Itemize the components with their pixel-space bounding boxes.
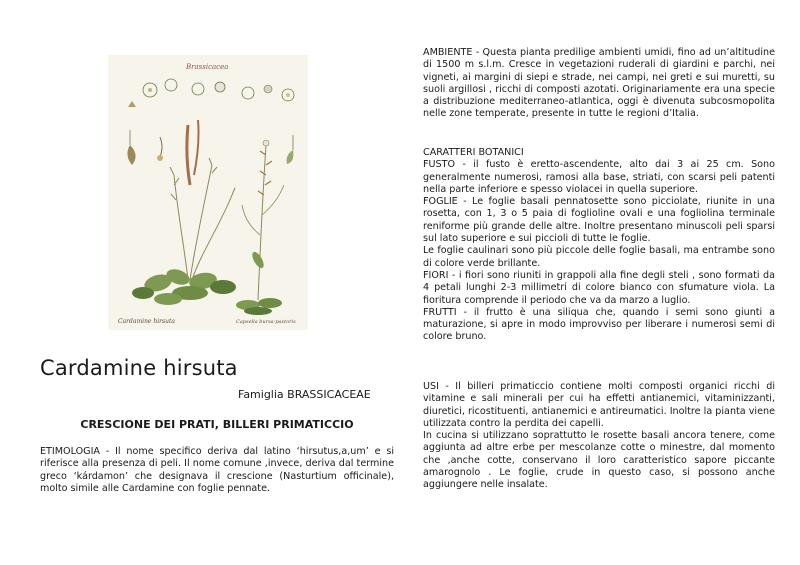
etymology-paragraph: ETIMOLOGIA - Il nome specifico deriva dal latino ‘hirsutus,a,um’ e si riferisce alla presenza di peli. Il nome comune ,invece, deriva dal termine greco ‘kárdamon’ che designava il crescione (Nasturtium officinale), molto simile alle Cardamine con foglie pennate.	[40, 446, 394, 495]
botanical-characters-section	[423, 147, 775, 344]
species-title: Cardamine hirsuta	[40, 356, 238, 380]
fruits-paragraph: FRUTTI - il frutto è una siliqua che, quando i semi sono giunti a maturazione, si apre in modo improvviso per liberare i numerosi semi di colore bruno.	[423, 306, 775, 343]
leaves-paragraph: FOGLIE - Le foglie basali pennatosette sono picciolate, riunite in una rosetta, con 1, 3 o 5 paia di foglioline ovali e una fogliolina terminale reniforme più grande delle altre. Inoltre presentano minuscoli peli sparsi sul lato superiore e sui piccioli di tutte le foglie.	[423, 196, 775, 245]
uses-paragraph: USI - Il billeri primaticcio contiene molti composti organici ricchi di vitamine e sali minerali per cui ha effetti antianemici, vitaminizzanti, diuretici, ricostituenti, antianemici e antireumatici. Inoltre la pianta viene utilizzata contro la perdita dei capelli.	[423, 381, 775, 429]
stem-paragraph: FUSTO - il fusto è eretto-ascendente, alto dai 3 ai 25 cm. Sono generalmente numerosi, ramosi alla base, striati, con scarsi peli patenti nella parte inferiore e spesso violacei in quella superiore.	[423, 159, 775, 195]
illustration-heading: Brassicacea	[186, 63, 229, 71]
illustration-caption-right: Capsella bursa-pastoris	[236, 319, 296, 325]
common-names: CRESCIONE DEI PRATI, BILLERI PRIMATICCIO	[80, 418, 354, 431]
botanical-characters-heading: CARATTERI BOTANICI	[423, 147, 524, 158]
cauline-leaves-paragraph: Le foglie caulinari sono più piccole delle foglie basali, ma entrambe sono di colore verde brillante.	[423, 245, 775, 269]
environment-section	[423, 47, 775, 121]
illustration-caption-left: Cardamine hirsuta	[118, 318, 175, 325]
family-label: Famiglia BRASSICACEAE	[238, 388, 371, 401]
flowers-paragraph: FIORI - i fiori sono riuniti in grappoli alla fine degli steli , sono formati da 4 petali lunghi 2-3 millimetri di colore bianco con sfumature viola. La fioritura comprende il periodo che va da marzo a luglio.	[423, 269, 775, 306]
environment-paragraph: AMBIENTE - Questa pianta predilige ambienti umidi, fino ad un’altitudine di 1500 m s.l.m. Cresce in vegetazioni ruderali di giardini e parchi, nei vigneti, ai margini di siepi e strade, nei campi, nei greti e sui muretti, su suoli argillosi , ricchi di composti azotati. Originariamente era una specie a distribuzione mediterraneo-atlantica, oggi è divenuta subcosmopolita nelle zone temperate, presente in tutte le regioni d’Italia.	[423, 47, 775, 120]
culinary-uses-paragraph: In cucina si utilizzano soprattutto le rosette basali ancora tenere, come aggiunta ad altre erbe per mescolanze cotte o minestre, dal momento che ,anche cotte, conservano il loro caratteristico sapore piccante amarognolo . Le foglie, crude in questo caso, si possono anche aggiungere nelle insalate.	[423, 430, 775, 491]
uses-section	[423, 381, 775, 492]
botanical-illustration	[108, 55, 308, 330]
